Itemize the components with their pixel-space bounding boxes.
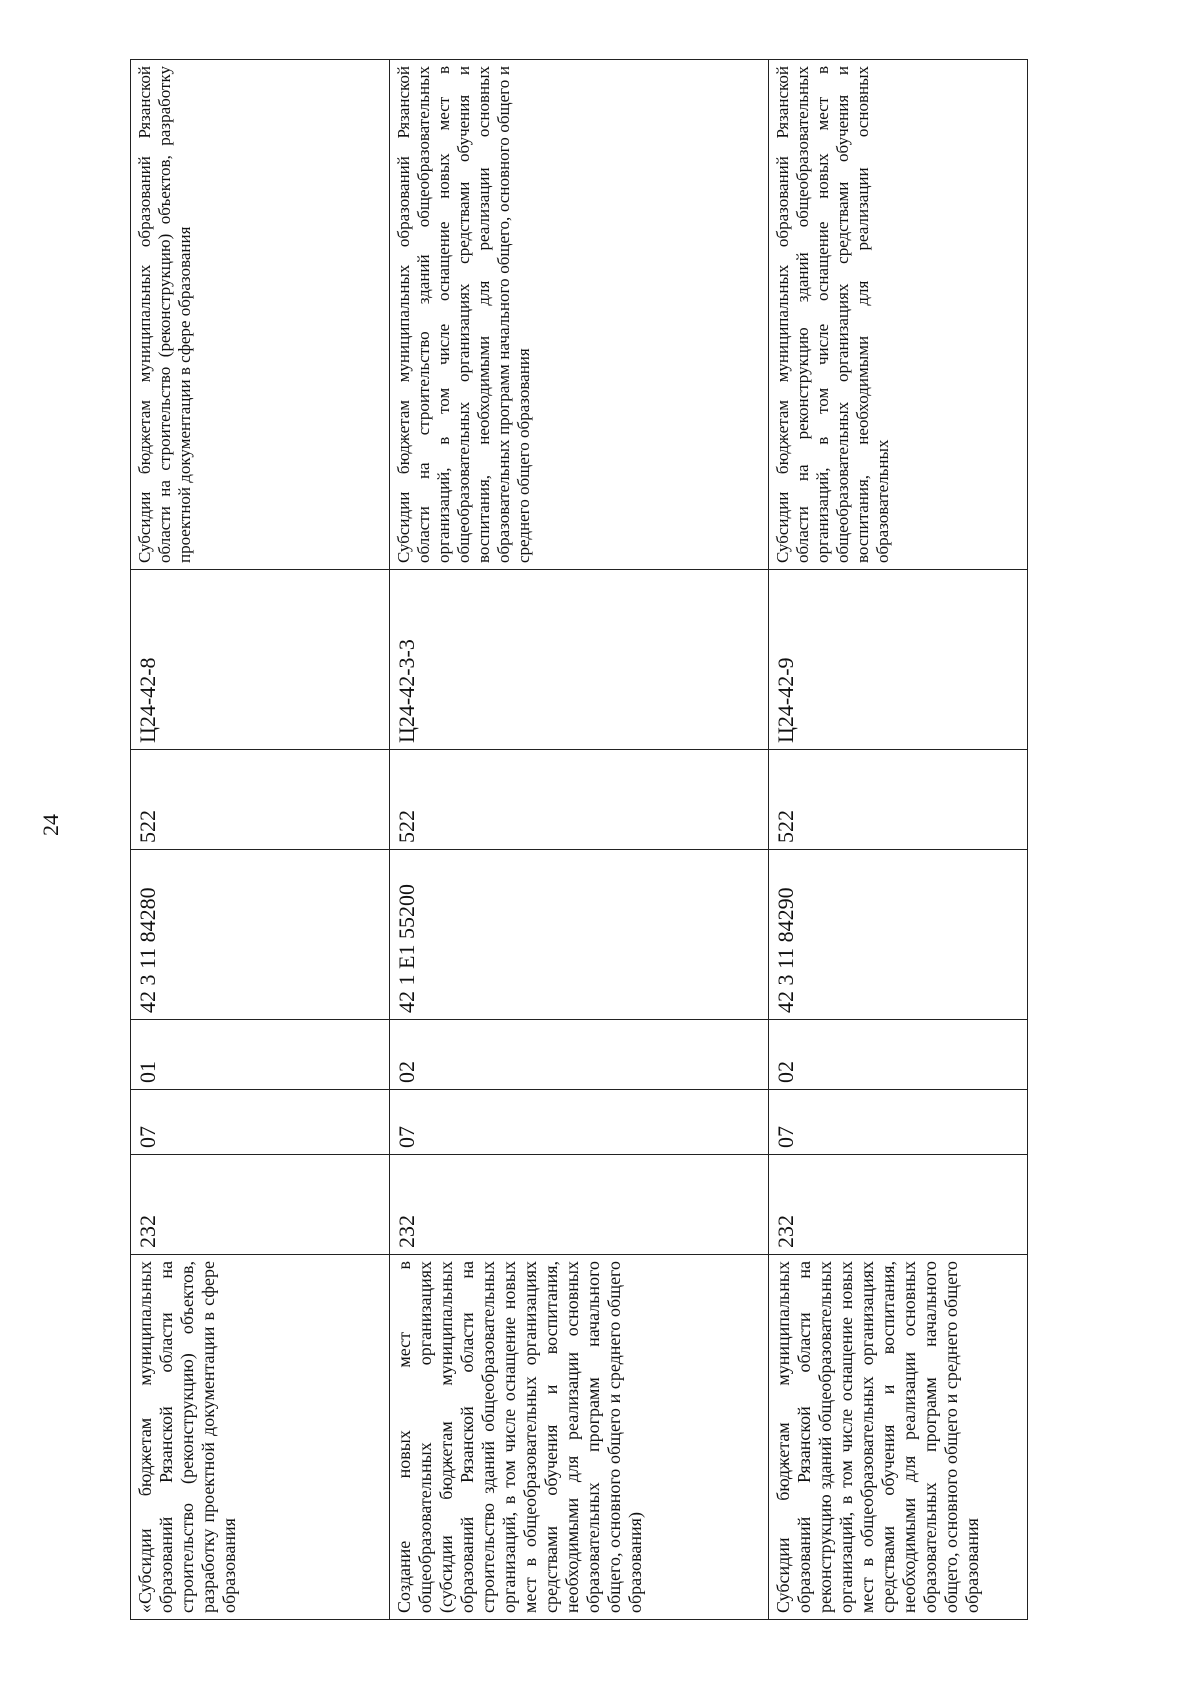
expense-type-cell: 522 [390, 750, 769, 850]
row-description: Субсидии бюджетам муниципальных образований Рязанской области на реконструкцию зданий общеобразовательных организаций, в том числе оснащение новых мест в общеобразовательных организациях средствами обучения и воспитания, необходимыми для реализации основных образовательных программ начального общего, основного общего и среднего общего образования [769, 1255, 1028, 1620]
purpose-code-cell: Ц24-42-8 [131, 570, 390, 750]
gov-code-cell: 232 [769, 1155, 1028, 1255]
subsection-cell: 02 [769, 1020, 1028, 1090]
purpose-code-cell: Ц24-42-3-3 [390, 570, 769, 750]
purpose-description: Субсидии бюджетам муниципальных образований Рязанской области на реконструкцию зданий общеобразовательных организаций, в том числе оснащение новых мест в общеобразовательных организациях средствами обучения и воспитания, необходимыми для реализации основных образовательных [769, 60, 1028, 570]
section-cell: 07 [131, 1090, 390, 1155]
budget-classification-table [130, 59, 1028, 1620]
target-article-cell: 42 3 11 84280 [131, 850, 390, 1020]
purpose-code-cell: Ц24-42-9 [769, 570, 1028, 750]
gov-code-cell: 232 [390, 1155, 769, 1255]
purpose-description: Субсидии бюджетам муниципальных образований Рязанской области на строительство (реконструкцию) объектов, разработку проектной документации в сфере образования [131, 60, 390, 570]
target-article-cell: 42 3 11 84290 [769, 850, 1028, 1020]
expense-type-cell: 522 [769, 750, 1028, 850]
gov-code-cell: 232 [131, 1155, 390, 1255]
subsection-cell: 02 [390, 1020, 769, 1090]
target-article-cell: 42 1 E1 55200 [390, 850, 769, 1020]
row-description: «Субсидии бюджетам муниципальных образований Рязанской области на строительство (реконструкцию) объектов, разработку проектной документации в сфере образования [131, 1255, 390, 1620]
table-row [131, 60, 390, 1620]
section-cell: 07 [390, 1090, 769, 1155]
subsection-cell: 01 [131, 1020, 390, 1090]
row-description: Создание новых мест в общеобразовательных организациях (субсидии бюджетам муниципальных образований Рязанской области на строительство зданий общеобразовательных организаций, в том числе оснащение новых мест в общеобразовательных организациях средствами обучения и воспитания, необходимыми для реализации основных образовательных программ начального общего, основного общего и среднего общего образования) [390, 1255, 769, 1620]
rotated-table-sheet [130, 60, 1000, 1620]
page-number: 24 [38, 814, 63, 836]
table-row [390, 60, 769, 1620]
section-cell: 07 [769, 1090, 1028, 1155]
purpose-description: Субсидии бюджетам муниципальных образований Рязанской области на строительство зданий общеобразовательных организаций, в том числе оснащение новых мест в общеобразовательных организациях средствами обучения и воспитания, необходимыми для реализации основных образовательных программ начального общего, основного общего и среднего общего образования [390, 60, 769, 570]
table-row [769, 60, 1028, 1620]
expense-type-cell: 522 [131, 750, 390, 850]
